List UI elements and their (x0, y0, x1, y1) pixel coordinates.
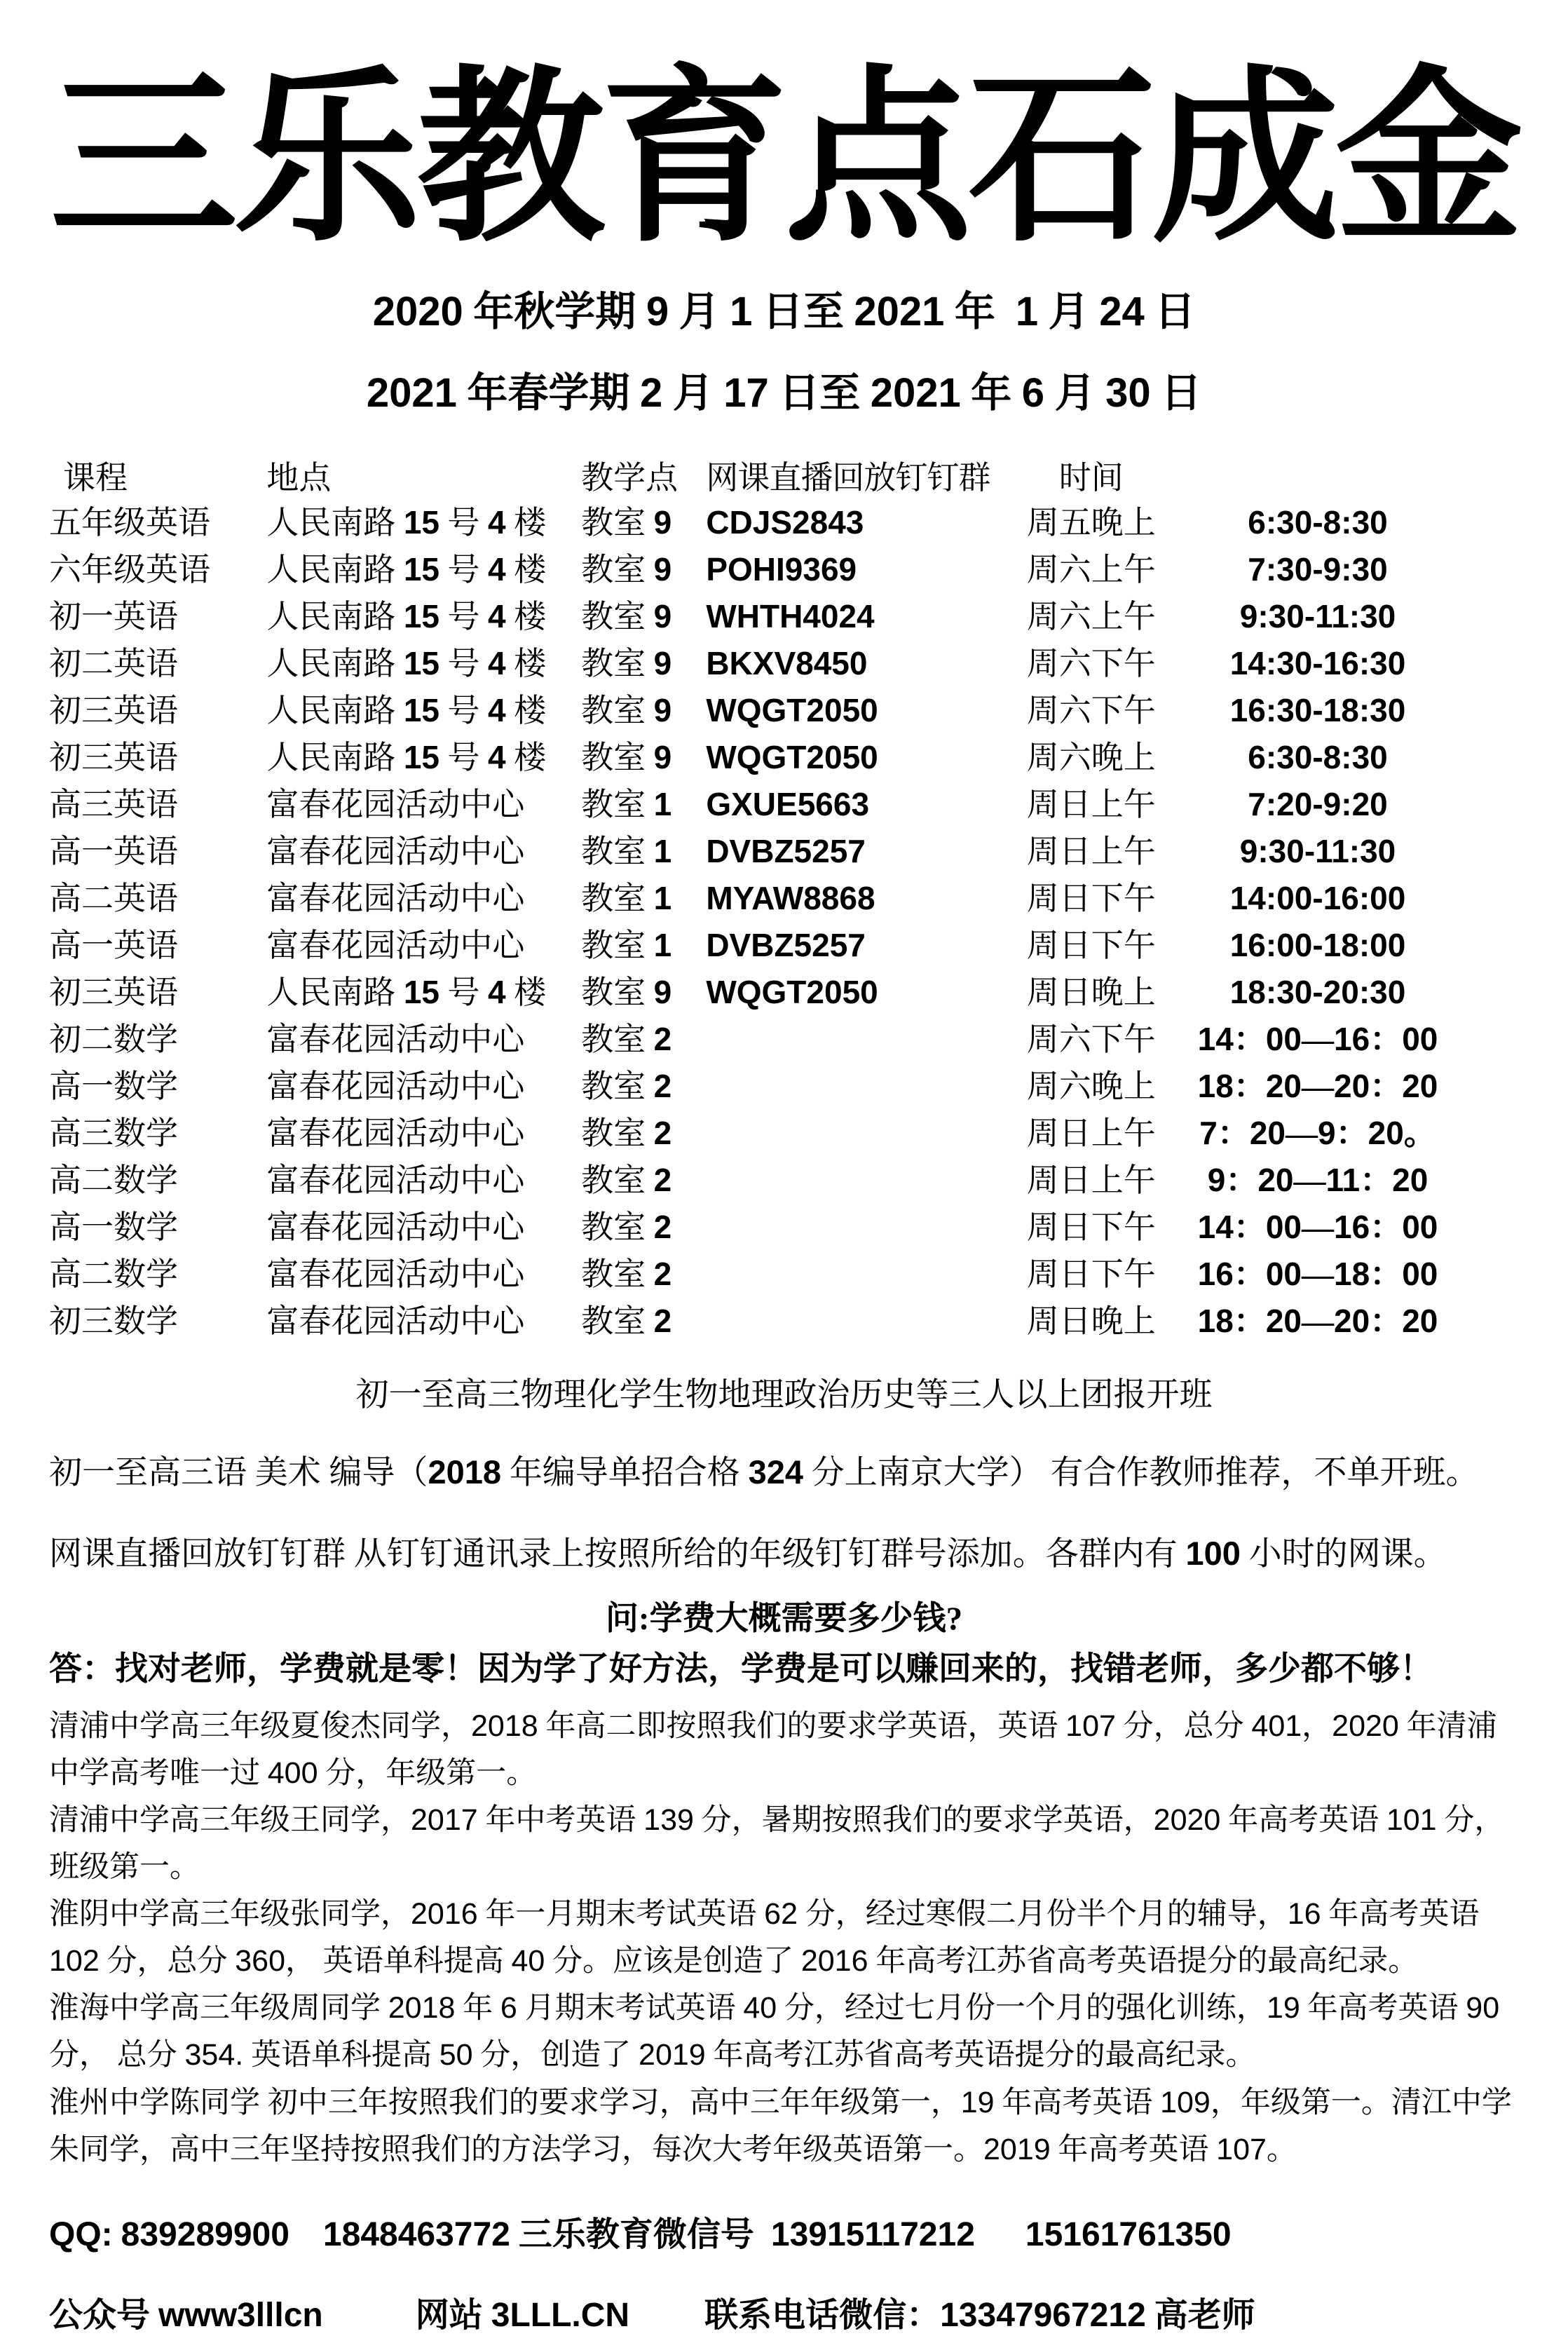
schedule-row (49, 1063, 1519, 1110)
cell-dingtalk-group: WQGT2050 (706, 974, 878, 1011)
qq-contact-line: QQ: 839289900 1848463772 三乐教育微信号 13915117212 15161761350 (49, 2215, 1232, 2253)
cell-course: 高一英语 (49, 928, 178, 964)
cell-time: 16:00-18:00 (1229, 927, 1406, 964)
cell-classroom: 教室 1 (581, 833, 672, 870)
cell-day: 周六下午 (1026, 646, 1156, 682)
cell-course: 高二数学 (49, 1256, 178, 1293)
schedule-row (49, 969, 1519, 1016)
footer-contact-line (49, 2288, 1519, 2336)
cell-time: 7:20-9:20 (1248, 786, 1388, 823)
cell-day: 周日上午 (1026, 834, 1156, 870)
cell-course: 初三英语 (49, 975, 178, 1011)
cell-classroom: 教室 2 (581, 1162, 672, 1199)
schedule-row (49, 1016, 1519, 1063)
cell-classroom: 教室 2 (581, 1021, 672, 1058)
wechat-public-account: 公众号 www3lllcn (49, 2296, 323, 2334)
story-paragraph: 清浦中学高三年级王同学，2017 年中考英语 139 分，暑期按照我们的要求学英语，2020 年高考英语 101 分，班级第一。 (49, 1803, 1505, 1885)
schedule-table (49, 457, 1519, 1345)
cell-course: 高三英语 (49, 787, 178, 823)
schedule-row (49, 499, 1519, 546)
cell-time: 18:30-20:30 (1229, 974, 1406, 1011)
cell-dingtalk-group: WHTH4024 (706, 598, 875, 635)
cell-time: 16:30-18:30 (1229, 692, 1406, 729)
faq-answer: 答：找对老师，学费就是零！因为学了好方法，学费是可以赚回来的，找错老师，多少都不够！ (49, 1651, 1433, 1688)
cell-location: 富春花园活动中心 (266, 1256, 525, 1293)
cell-classroom: 教室 9 (581, 692, 672, 729)
header-classroom: 教学点 (581, 460, 679, 496)
cell-location: 人民南路 15 号 4 楼 (266, 551, 547, 588)
phone-contact-label: 联系电话微信：13347967212 高老师 (704, 2296, 1255, 2334)
cell-location: 人民南路 15 号 4 楼 (266, 645, 547, 682)
cell-course: 高二英语 (49, 881, 178, 917)
semester-line-autumn: 2020 年秋学期 9 月 1 日至 2021 年 1 月 24 日 (372, 289, 1196, 335)
cell-location: 人民南路 15 号 4 楼 (266, 504, 547, 541)
cell-dingtalk-group: WQGT2050 (706, 739, 878, 776)
cell-course: 初一英语 (49, 599, 178, 635)
cell-day: 周六晚上 (1026, 1068, 1156, 1105)
schedule-row (49, 734, 1519, 781)
schedule-row (49, 1298, 1519, 1345)
schedule-row (49, 1204, 1519, 1251)
cell-dingtalk-group: BKXV8450 (706, 645, 868, 682)
website-label: 网站 3LLL.CN (415, 2296, 630, 2334)
cell-dingtalk-group: MYAW8868 (706, 880, 875, 917)
note-group-signup: 初一至高三物理化学生物地理政治历史等三人以上团报开班 (355, 1377, 1213, 1414)
cell-course: 高三数学 (49, 1115, 178, 1152)
cell-day: 周日晚上 (1026, 975, 1156, 1011)
cell-time: 7：20—9：20。 (1199, 1115, 1436, 1152)
note-dingtalk-info: 网课直播回放钉钉群 从钉钉通讯录上按照所给的年级钉钉群号添加。各群内有 100 小时的网课。 (49, 1534, 1447, 1573)
cell-day: 周日下午 (1026, 881, 1156, 917)
cell-day: 周六上午 (1026, 599, 1156, 635)
story-paragraph: 淮州中学陈同学 初中三年按照我们的要求学习，高中三年年级第一，19 年高考英语 109，年级第一。清江中学朱同学，高中三年坚持按照我们的方法学习，每次大考年级英语第一。2019 年高考英语 107。 (49, 2085, 1512, 2166)
story-paragraph: 淮海中学高三年级周同学 2018 年 6 月期末考试英语 40 分，经过七月份一个月的强化训练，19 年高考英语 90 分， 总分 354. 英语单科提高 50 分，创造了 2019 年高考江苏省高考英语提分的最高纪录。 (49, 1991, 1500, 2072)
schedule-row (49, 593, 1519, 640)
cell-course: 初三英语 (49, 693, 178, 729)
cell-classroom: 教室 2 (581, 1256, 672, 1293)
cell-location: 富春花园活动中心 (266, 1021, 525, 1058)
schedule-row (49, 546, 1519, 593)
cell-day: 周日上午 (1026, 1115, 1156, 1152)
cell-day: 周五晚上 (1026, 505, 1156, 541)
cell-location: 富春花园活动中心 (266, 1209, 525, 1246)
cell-time: 6:30-8:30 (1248, 504, 1388, 541)
cell-day: 周六晚上 (1026, 740, 1156, 776)
cell-day: 周六下午 (1026, 693, 1156, 729)
cell-time: 18：20—20：20 (1197, 1303, 1438, 1340)
cell-classroom: 教室 9 (581, 551, 672, 588)
cell-location: 人民南路 15 号 4 楼 (266, 598, 547, 635)
cell-time: 9:30-11:30 (1239, 833, 1396, 870)
schedule-row (49, 687, 1519, 734)
cell-day: 周日下午 (1026, 928, 1156, 964)
cell-course: 高一英语 (49, 834, 178, 870)
header-time: 时间 (1058, 460, 1124, 496)
cell-course: 高一数学 (49, 1209, 178, 1246)
schedule-row (49, 875, 1519, 922)
semester-line-spring: 2021 年春学期 2 月 17 日至 2021 年 6 月 30 日 (366, 370, 1202, 416)
cell-time: 7:30-9:30 (1248, 551, 1388, 588)
cell-location: 人民南路 15 号 4 楼 (266, 974, 547, 1011)
cell-course: 初二数学 (49, 1021, 178, 1058)
cell-time: 9：20—11：20 (1207, 1162, 1429, 1199)
student-stories (49, 1703, 1519, 2173)
cell-time: 18：20—20：20 (1197, 1068, 1438, 1105)
cell-classroom: 教室 2 (581, 1115, 672, 1152)
cell-classroom: 教室 2 (581, 1068, 672, 1105)
cell-course: 高二数学 (49, 1162, 178, 1199)
cell-classroom: 教室 9 (581, 974, 672, 1011)
cell-location: 富春花园活动中心 (266, 928, 525, 964)
cell-classroom: 教室 1 (581, 880, 672, 917)
cell-day: 周日上午 (1026, 1162, 1156, 1199)
cell-location: 富春花园活动中心 (266, 881, 525, 917)
cell-classroom: 教室 9 (581, 645, 672, 682)
cell-dingtalk-group: WQGT2050 (706, 692, 878, 729)
schedule-rows (49, 499, 1519, 1345)
cell-time: 9:30-11:30 (1239, 598, 1396, 635)
cell-location: 富春花园活动中心 (266, 1303, 525, 1340)
cell-course: 初三英语 (49, 740, 178, 776)
schedule-row (49, 1157, 1519, 1204)
cell-time: 14：00—16：00 (1197, 1021, 1438, 1058)
cell-classroom: 教室 2 (581, 1303, 672, 1340)
cell-day: 周六下午 (1026, 1021, 1156, 1058)
cell-classroom: 教室 9 (581, 598, 672, 635)
cell-classroom: 教室 1 (581, 786, 672, 823)
cell-classroom: 教室 1 (581, 927, 672, 964)
cell-course: 初三数学 (49, 1303, 178, 1340)
cell-location: 人民南路 15 号 4 楼 (266, 739, 547, 776)
cell-classroom: 教室 9 (581, 739, 672, 776)
cell-location: 富春花园活动中心 (266, 1115, 525, 1152)
schedule-row (49, 781, 1519, 828)
cell-day: 周六上午 (1026, 552, 1156, 588)
header-group: 网课直播回放钉钉群 (706, 460, 990, 496)
page-title (50, 49, 1518, 271)
cell-time: 14：00—16：00 (1197, 1209, 1438, 1246)
schedule-row (49, 1110, 1519, 1157)
header-location: 地点 (266, 460, 332, 496)
cell-dingtalk-group: DVBZ5257 (706, 833, 866, 870)
schedule-row (49, 640, 1519, 687)
cell-time: 6:30-8:30 (1248, 739, 1388, 776)
header-course: 课程 (63, 460, 128, 496)
cell-course: 初二英语 (49, 646, 178, 682)
cell-dingtalk-group: CDJS2843 (706, 504, 864, 541)
cell-day: 周日下午 (1026, 1209, 1156, 1246)
cell-time: 14:30-16:30 (1229, 645, 1406, 682)
story-paragraph: 淮阴中学高三年级张同学，2016 年一月期末考试英语 62 分，经过寒假二月份半个月的辅导，16 年高考英语 102 分，总分 360， 英语单科提高 40 分。应该是创造了 2016 年高考江苏省高考英语提分的最高纪录。 (49, 1897, 1480, 1978)
cell-time: 16：00—18：00 (1197, 1256, 1438, 1293)
cell-day: 周日下午 (1026, 1256, 1156, 1293)
cell-course: 高一数学 (49, 1068, 178, 1105)
note-art-programs: 初一至高三语 美术 编导（2018 年编导单招合格 324 分上南京大学） 有合作教师推荐，不单开班。 (49, 1453, 1479, 1492)
cell-location: 富春花园活动中心 (266, 834, 525, 870)
cell-location: 富春花园活动中心 (266, 1162, 525, 1199)
cell-dingtalk-group: POHI9369 (706, 551, 857, 588)
cell-location: 富春花园活动中心 (266, 1068, 525, 1105)
cell-course: 五年级英语 (49, 505, 210, 541)
schedule-row (49, 1251, 1519, 1298)
cell-location: 人民南路 15 号 4 楼 (266, 692, 547, 729)
cell-dingtalk-group: GXUE5663 (706, 786, 870, 823)
cell-classroom: 教室 2 (581, 1209, 672, 1246)
cell-classroom: 教室 9 (581, 504, 672, 541)
schedule-row (49, 828, 1519, 875)
cell-course: 六年级英语 (49, 552, 210, 588)
page-title-left: 三乐教育 (50, 55, 784, 264)
cell-day: 周日上午 (1026, 787, 1156, 823)
cell-location: 富春花园活动中心 (266, 787, 525, 823)
faq-question: 问:学费大概需要多少钱? (605, 1601, 963, 1638)
schedule-row (49, 922, 1519, 969)
cell-dingtalk-group: DVBZ5257 (706, 927, 866, 964)
schedule-header-row (49, 457, 1519, 499)
story-paragraph: 清浦中学高三年级夏俊杰同学，2018 年高二即按照我们的要求学英语，英语 107 分，总分 401，2020 年清浦中学高考唯一过 400 分，年级第一。 (49, 1709, 1497, 1790)
cell-time: 14:00-16:00 (1229, 880, 1406, 917)
cell-day: 周日晚上 (1026, 1303, 1156, 1340)
page-title-right: 点石成金 (784, 55, 1519, 264)
